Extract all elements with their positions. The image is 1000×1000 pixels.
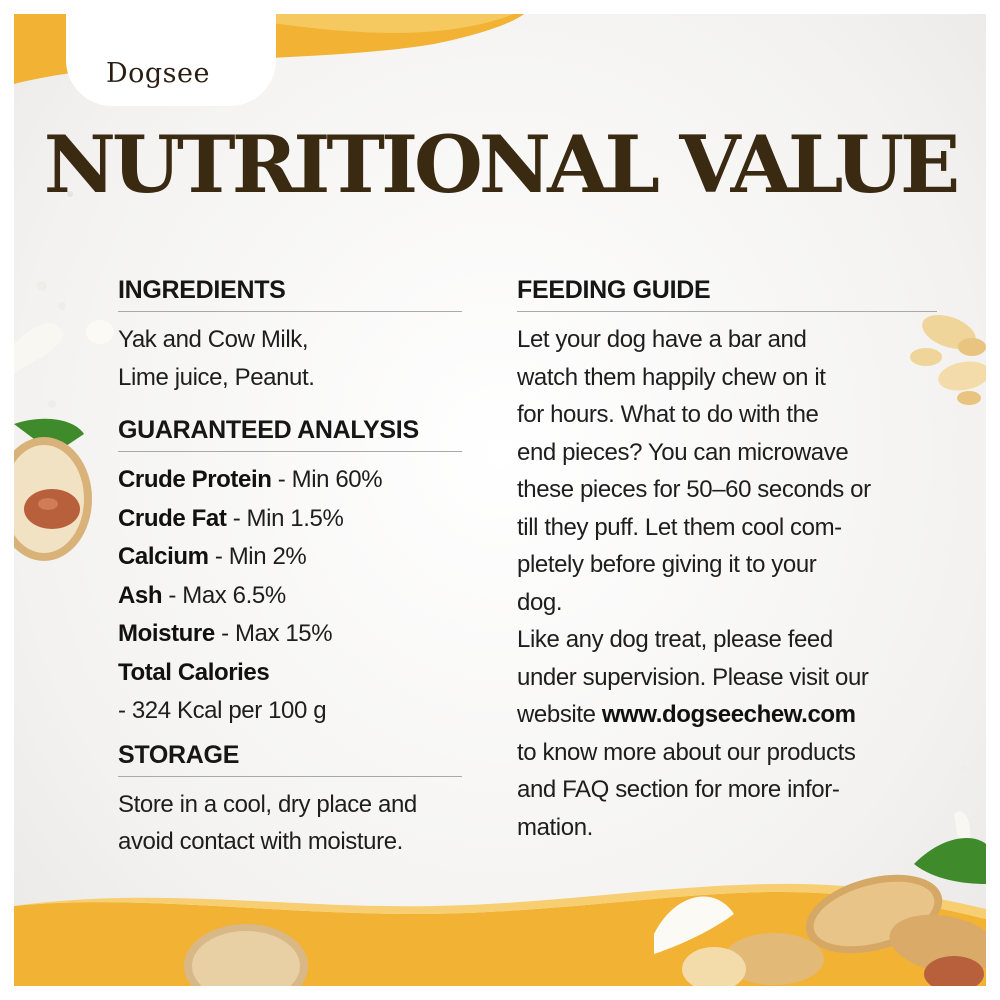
analysis-item-name: Crude Protein xyxy=(118,466,272,493)
peanut-left-image xyxy=(14,419,92,561)
feeding-line: to know more about our products xyxy=(517,738,856,766)
feeding-line: and FAQ section for more infor- xyxy=(517,776,840,803)
milk-splash-left xyxy=(14,191,114,408)
analysis-item-value: - Min 60% xyxy=(271,466,383,493)
brand-logo: Dogsee xyxy=(106,58,210,89)
feeding-guide-paragraph-2 xyxy=(517,621,937,846)
analysis-item xyxy=(118,577,462,616)
feeding-line: under supervision. Please visit our xyxy=(517,663,869,691)
feeding-line: Let your dog have a bar and xyxy=(517,326,807,353)
calories-label: Total Calories xyxy=(118,658,270,686)
storage-line: avoid contact with moisture. xyxy=(118,828,403,855)
ingredients-line: Lime juice, Peanut. xyxy=(118,363,315,391)
feeding-line: for hours. What to do with the xyxy=(517,401,819,428)
analysis-list xyxy=(118,461,462,731)
feeding-line: end pieces? You can microwave xyxy=(517,438,849,466)
analysis-item xyxy=(118,461,462,500)
analysis-item xyxy=(118,538,462,577)
analysis-item xyxy=(118,500,462,539)
analysis-item-name: Ash xyxy=(118,581,163,609)
storage-line: Store in a cool, dry place and xyxy=(118,790,417,818)
website-prefix: website xyxy=(517,701,602,728)
feeding-line: till they puff. Let them cool com- xyxy=(517,513,842,541)
ingredients-text xyxy=(118,321,462,396)
analysis-item-value: - Max 6.5% xyxy=(162,581,286,609)
feeding-line: Like any dog treat, please feed xyxy=(517,626,833,653)
product-info-panel xyxy=(14,14,986,986)
analysis-heading: GUARANTEED ANALYSIS xyxy=(118,416,462,452)
analysis-item-name: Crude Fat xyxy=(118,504,227,532)
right-column xyxy=(517,276,937,846)
feeding-line: mation. xyxy=(517,813,593,841)
page-title: NUTRITIONAL VALUE xyxy=(43,118,957,211)
ingredients-line: Yak and Cow Milk, xyxy=(118,326,309,353)
feeding-guide-paragraph-1 xyxy=(517,321,937,621)
storage-heading: STORAGE xyxy=(118,741,462,777)
feeding-line: watch them happily chew on it xyxy=(517,363,826,391)
analysis-item-name: Moisture xyxy=(118,620,215,647)
storage-text xyxy=(118,786,462,861)
analysis-item-value: - Max 15% xyxy=(214,620,333,647)
analysis-item-value: - Min 2% xyxy=(208,543,307,570)
analysis-item xyxy=(118,615,462,654)
feeding-guide-heading: FEEDING GUIDE xyxy=(517,276,937,312)
analysis-item-name: Calcium xyxy=(118,543,209,570)
feeding-line xyxy=(517,696,937,734)
feeding-line: these pieces for 50–60 seconds or xyxy=(517,476,871,503)
ingredients-heading: INGREDIENTS xyxy=(118,276,462,312)
calories-label-row xyxy=(118,654,462,693)
feeding-line: dog. xyxy=(517,588,563,616)
analysis-item-value: - Min 1.5% xyxy=(226,504,344,532)
calories-value: - 324 Kcal per 100 g xyxy=(118,697,327,724)
left-column xyxy=(118,276,462,861)
feeding-line: pletely before giving it to your xyxy=(517,551,817,578)
website-link[interactable]: www.dogseechew.com xyxy=(601,701,856,728)
